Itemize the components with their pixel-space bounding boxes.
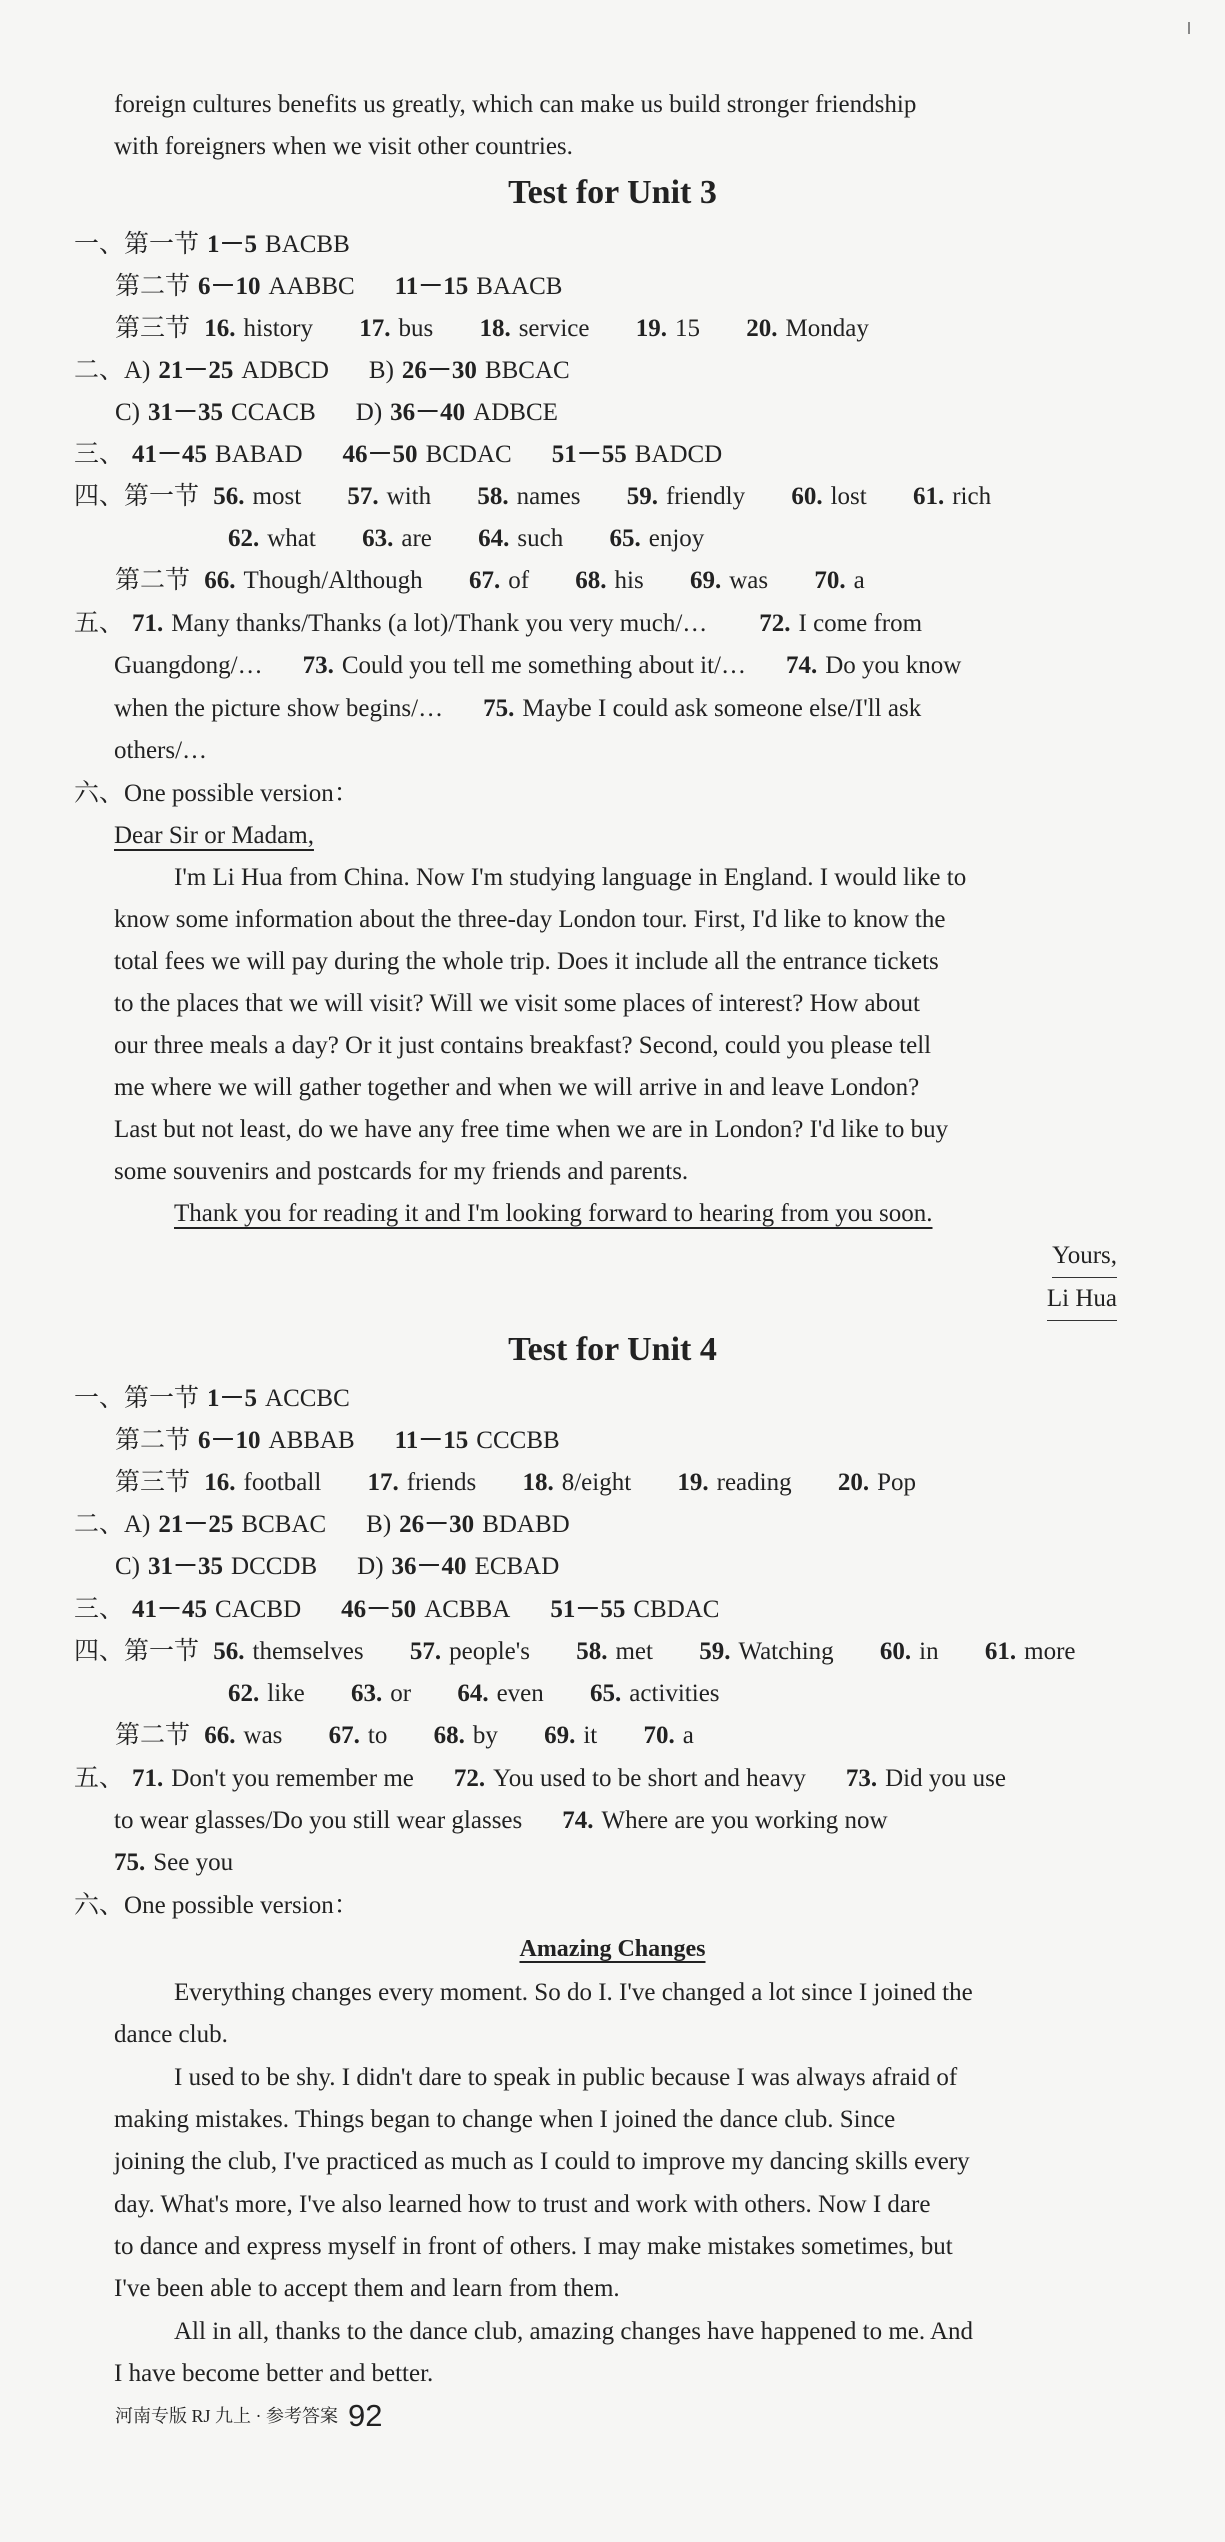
- letter-greeting: Dear Sir or Madam,: [114, 822, 314, 849]
- essay-line: joining the club, I've practiced as much as I could to improve my dancing skills every: [114, 2148, 970, 2175]
- u4-s5-line2: to wear glasses/Do you still wear glasses 74. Where are you working now: [114, 1807, 888, 1834]
- u3-s2a: 二、A) 21－25 ADBCD B) 26－30 BBCAC: [74, 357, 570, 384]
- u3-s4b: 62. what 63. are 64. such 65. enjoy: [228, 525, 705, 552]
- essay-line: All in all, thanks to the dance club, amazing changes have happened to me. And: [174, 2318, 974, 2345]
- u3-s1b: 第二节 6－10 AABBC 11－15 BAACB: [115, 273, 563, 300]
- essay-line: day. What's more, I've also learned how to trust and work with others. Now I dare: [114, 2191, 931, 2218]
- u3-s6: 六、One possible version：: [74, 780, 359, 807]
- essay-title: Amazing Changes: [519, 1936, 706, 1962]
- letter-line: Last but not least, do we have any free time when we are in London? I'd like to buy: [114, 1116, 949, 1143]
- u3-s5-line2: Guangdong/… 73. Could you tell me something about it/… 74. Do you know: [114, 652, 962, 679]
- u3-s5-line1: 五、 71. Many thanks/Thanks (a lot)/Thank you very much/… 72. I come from: [74, 610, 923, 637]
- letter-line: I'm Li Hua from China. Now I'm studying language in England. I would like to: [174, 864, 967, 891]
- letter-line: some souvenirs and postcards for my friends and parents.: [114, 1158, 689, 1185]
- letter-line: our three meals a day? Or it just contains breakfast? Second, could you please tell: [114, 1032, 932, 1059]
- unit3-title: Test for Unit 3: [508, 174, 717, 211]
- page-footer: [115, 2398, 383, 2434]
- u4-s1: 一、第一节 1－5 ACCBC: [74, 1385, 350, 1412]
- intro-line: foreign cultures benefits us greatly, which can make us build stronger friendship: [114, 91, 917, 118]
- u3-s4a: 四、第一节 56. most 57. with 58. names 59. friendly 60. lost 61. rich: [74, 483, 992, 510]
- u4-s3: 三、 41－45 CACBD 46－50 ACBBA 51－55 CBDAC: [74, 1596, 720, 1623]
- essay-line: I used to be shy. I didn't dare to speak in public because I was always afraid of: [174, 2064, 958, 2091]
- u4-s5-line3: 75. See you: [114, 1849, 234, 1876]
- page-number: 92: [348, 2398, 383, 2433]
- essay-line: making mistakes. Things began to change when I joined the dance club. Since: [114, 2106, 896, 2133]
- u4-s4a: 四、第一节 56. themselves 57. people's 58. met 59. Watching 60. in 61. more: [74, 1638, 1076, 1665]
- u4-s5-line1: 五、 71. Don't you remember me 72. You used to be short and heavy 73. Did you use: [74, 1765, 1006, 1792]
- letter-line: total fees we will pay during the whole trip. Does it include all the entrance tickets: [114, 948, 939, 975]
- u3-s2b: C) 31－35 CCACB D) 36－40 ADBCE: [115, 399, 558, 426]
- u3-s5-line4: others/…: [114, 737, 208, 764]
- u4-s4c: 第二节 66. was 67. to 68. by 69. it 70. a: [115, 1722, 694, 1749]
- essay-line: to dance and express myself in front of others. I may make mistakes sometimes, but: [114, 2233, 953, 2260]
- essay-line: dance club.: [114, 2021, 228, 2048]
- letter-sign-name: Li Hua: [1047, 1278, 1117, 1321]
- u3-s3: 三、 41－45 BABAD 46－50 BCDAC 51－55 BADCD: [74, 441, 723, 468]
- essay-line: Everything changes every moment. So do I. I've changed a lot since I joined the: [174, 1979, 973, 2006]
- essay-line: I have become better and better.: [114, 2360, 434, 2387]
- corner-mark: [1188, 22, 1190, 34]
- intro-line: with foreigners when we visit other countries.: [114, 133, 573, 160]
- u4-s4b: 62. like 63. or 64. even 65. activities: [228, 1680, 720, 1707]
- u3-s5-line3: when the picture show begins/… 75. Maybe I could ask someone else/I'll ask: [114, 695, 922, 722]
- u3-s1c: 第三节 16. history 17. bus 18. service 19. 15 20. Monday: [115, 315, 869, 342]
- unit4-title: Test for Unit 4: [508, 1331, 717, 1368]
- letter-line: know some information about the three-day London tour. First, I'd like to know the: [114, 906, 946, 933]
- letter-line: me where we will gather together and when we will arrive in and leave London?: [114, 1074, 920, 1101]
- u3-s1: 一、第一节 1－5 BACBB: [74, 231, 350, 258]
- letter-sign-yours: Yours,: [1052, 1235, 1117, 1278]
- u4-s2b: C) 31－35 DCCDB D) 36－40 ECBAD: [115, 1553, 560, 1580]
- letter-closing: Thank you for reading it and I'm looking forward to hearing from you soon.: [174, 1200, 933, 1227]
- u4-s2a: 二、A) 21－25 BCBAC B) 26－30 BDABD: [74, 1511, 570, 1538]
- letter-line: to the places that we will visit? Will we visit some places of interest? How about: [114, 990, 920, 1017]
- essay-line: I've been able to accept them and learn from them.: [114, 2275, 620, 2302]
- u4-s1b: 第二节 6－10 ABBAB 11－15 CCCBB: [115, 1427, 560, 1454]
- u4-s6: 六、One possible version：: [74, 1892, 359, 1919]
- footer-label: 河南专版 RJ 九上 · 参考答案: [115, 2406, 339, 2426]
- u4-s1c: 第三节 16. football 17. friends 18. 8/eight 19. reading 20. Pop: [115, 1469, 917, 1496]
- u3-s4c: 第二节 66. Though/Although 67. of 68. his 69. was 70. a: [115, 567, 865, 594]
